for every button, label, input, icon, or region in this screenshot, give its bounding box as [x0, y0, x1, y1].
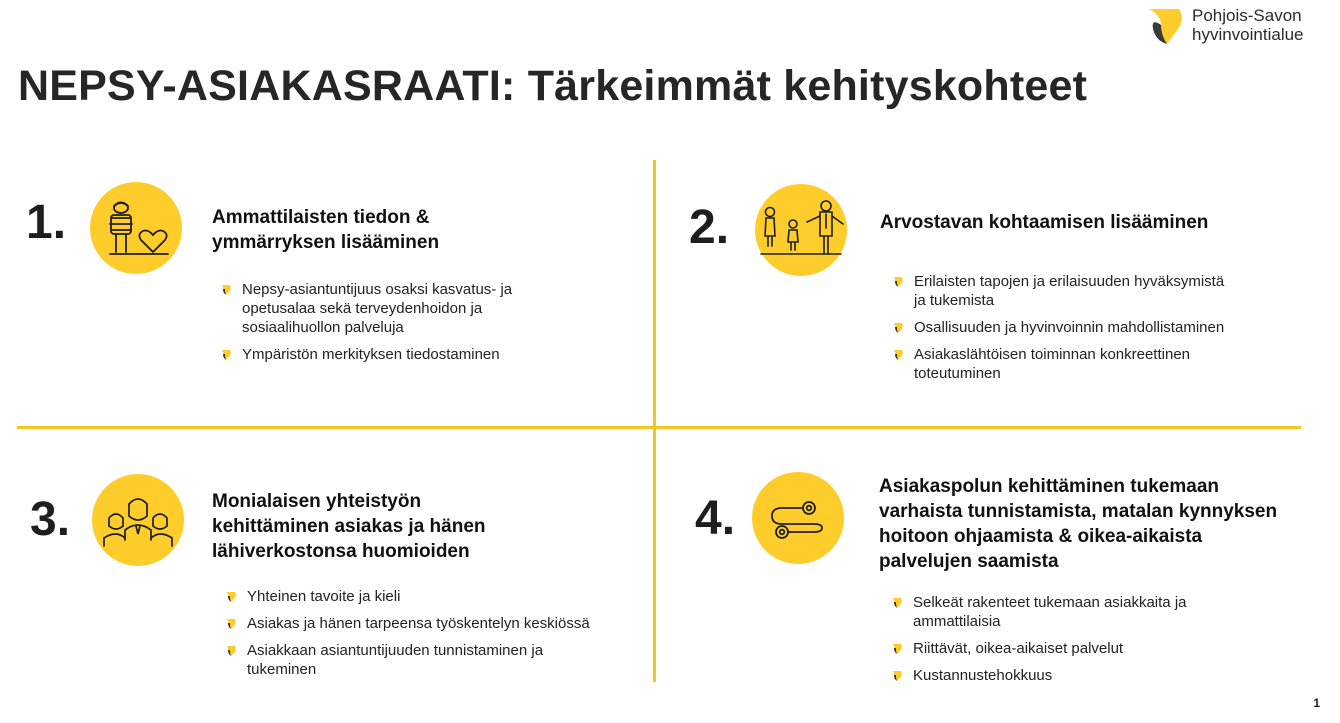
section-3-bullets: [226, 587, 590, 687]
logo: [1147, 5, 1327, 47]
bullet-line: Nepsy-asiantuntijuus osaksi kasvatus- ja: [242, 281, 513, 298]
logo-text: [1192, 6, 1304, 44]
bullet-line: Kustannustehokkuus: [913, 667, 1053, 684]
bullet-line: Osallisuuden ja hyvinvoinnin mahdollistaminen: [914, 319, 1225, 336]
heading-line: Ammattilaisten tiedon &: [212, 207, 430, 228]
section-3-icon-circle: [92, 474, 184, 566]
bullet-line: ammattilaisia: [913, 613, 1001, 630]
list-item: [893, 318, 1224, 337]
section-4-number: 4.: [695, 492, 736, 545]
bullet-icon: [892, 642, 904, 654]
page-title: NEPSY-ASIAKASRAATI: Tärkeimmät kehityskohteet: [18, 62, 1088, 110]
section-1-icon-circle: [90, 182, 182, 274]
logo-line2: hyvinvointialue: [1192, 25, 1304, 44]
heading-line: palvelujen saamista: [879, 551, 1059, 572]
section-2-heading: [880, 210, 1208, 235]
logo-line1: Pohjois-Savon: [1192, 6, 1302, 25]
bullet-icon: [893, 275, 905, 287]
bullet-icon: [892, 669, 904, 681]
section-1-heading: [212, 205, 439, 255]
bullet-line: Yhteinen tavoite ja kieli: [247, 588, 401, 605]
bullet-icon: [226, 644, 238, 656]
bullet-line: Erilaisten tapojen ja erilaisuuden hyväksymistä: [914, 273, 1225, 290]
list-item: [221, 345, 512, 364]
route-path-icon: [752, 472, 844, 564]
section-2-icon-circle: [755, 184, 847, 276]
bullet-icon: [226, 590, 238, 602]
group-of-people-icon: [92, 474, 184, 566]
bullet-icon: [893, 321, 905, 333]
heading-line: ymmärryksen lisääminen: [212, 232, 440, 253]
bullet-line: sosiaalihuollon palveluja: [242, 319, 404, 336]
section-4-bullets: [892, 593, 1187, 693]
bullet-line: Asiakkaan asiantuntijuuden tunnistaminen ja: [247, 642, 544, 659]
section-2-bullets: [893, 272, 1224, 391]
heading-line: kehittäminen asiakas ja hänen: [212, 516, 486, 537]
section-1-number: 1.: [26, 196, 67, 249]
list-item: [892, 666, 1187, 685]
list-item: [893, 272, 1224, 310]
list-item: [226, 587, 590, 606]
list-item: [226, 641, 590, 679]
section-3-number: 3.: [30, 493, 71, 546]
heading-line: varhaista tunnistamista, matalan kynnyksen: [879, 501, 1278, 522]
bullet-line: Asiakaslähtöisen toiminnan konkreettinen: [914, 346, 1190, 363]
bullet-line: ja tukemista: [914, 292, 995, 309]
bullet-line: Selkeät rakenteet tukemaan asiakkaita ja: [913, 594, 1187, 611]
list-item: [892, 593, 1187, 631]
bullet-icon: [226, 617, 238, 629]
list-item: [226, 614, 590, 633]
section-2-number: 2.: [689, 201, 730, 254]
list-item: [892, 639, 1187, 658]
bullet-icon: [221, 348, 233, 360]
bullet-icon: [893, 348, 905, 360]
heading-line: Monialaisen yhteistyön: [212, 491, 422, 512]
bullet-line: Asiakas ja hänen tarpeensa työskentelyn keskiössä: [247, 615, 590, 632]
heading-line: Asiakaspolun kehittäminen tukemaan: [879, 476, 1219, 497]
heading-line: Arvostavan kohtaamisen lisääminen: [880, 212, 1209, 233]
child-with-heart-icon: [90, 182, 182, 274]
page-number: 1: [1313, 696, 1320, 710]
section-3-heading: [212, 489, 486, 564]
logo-mark-icon: [1147, 5, 1187, 45]
vertical-divider: [653, 160, 656, 682]
section-4-heading: [879, 474, 1277, 574]
bullet-icon: [892, 596, 904, 608]
bullet-line: toteutuminen: [914, 365, 1001, 382]
family-icon: [755, 184, 847, 276]
bullet-icon: [221, 283, 233, 295]
heading-line: lähiverkostonsa huomioiden: [212, 541, 470, 562]
bullet-line: Ympäristön merkityksen tiedostaminen: [242, 346, 500, 363]
list-item: [221, 280, 512, 337]
bullet-line: tukeminen: [247, 661, 317, 678]
heading-line: hoitoon ohjaamista & oikea-aikaista: [879, 526, 1203, 547]
bullet-line: Riittävät, oikea-aikaiset palvelut: [913, 640, 1124, 657]
horizontal-divider: [17, 426, 1301, 429]
section-4-icon-circle: [752, 472, 844, 564]
bullet-line: opetusalaa sekä terveydenhoidon ja: [242, 300, 483, 317]
section-1-bullets: [221, 280, 512, 372]
list-item: [893, 345, 1224, 383]
